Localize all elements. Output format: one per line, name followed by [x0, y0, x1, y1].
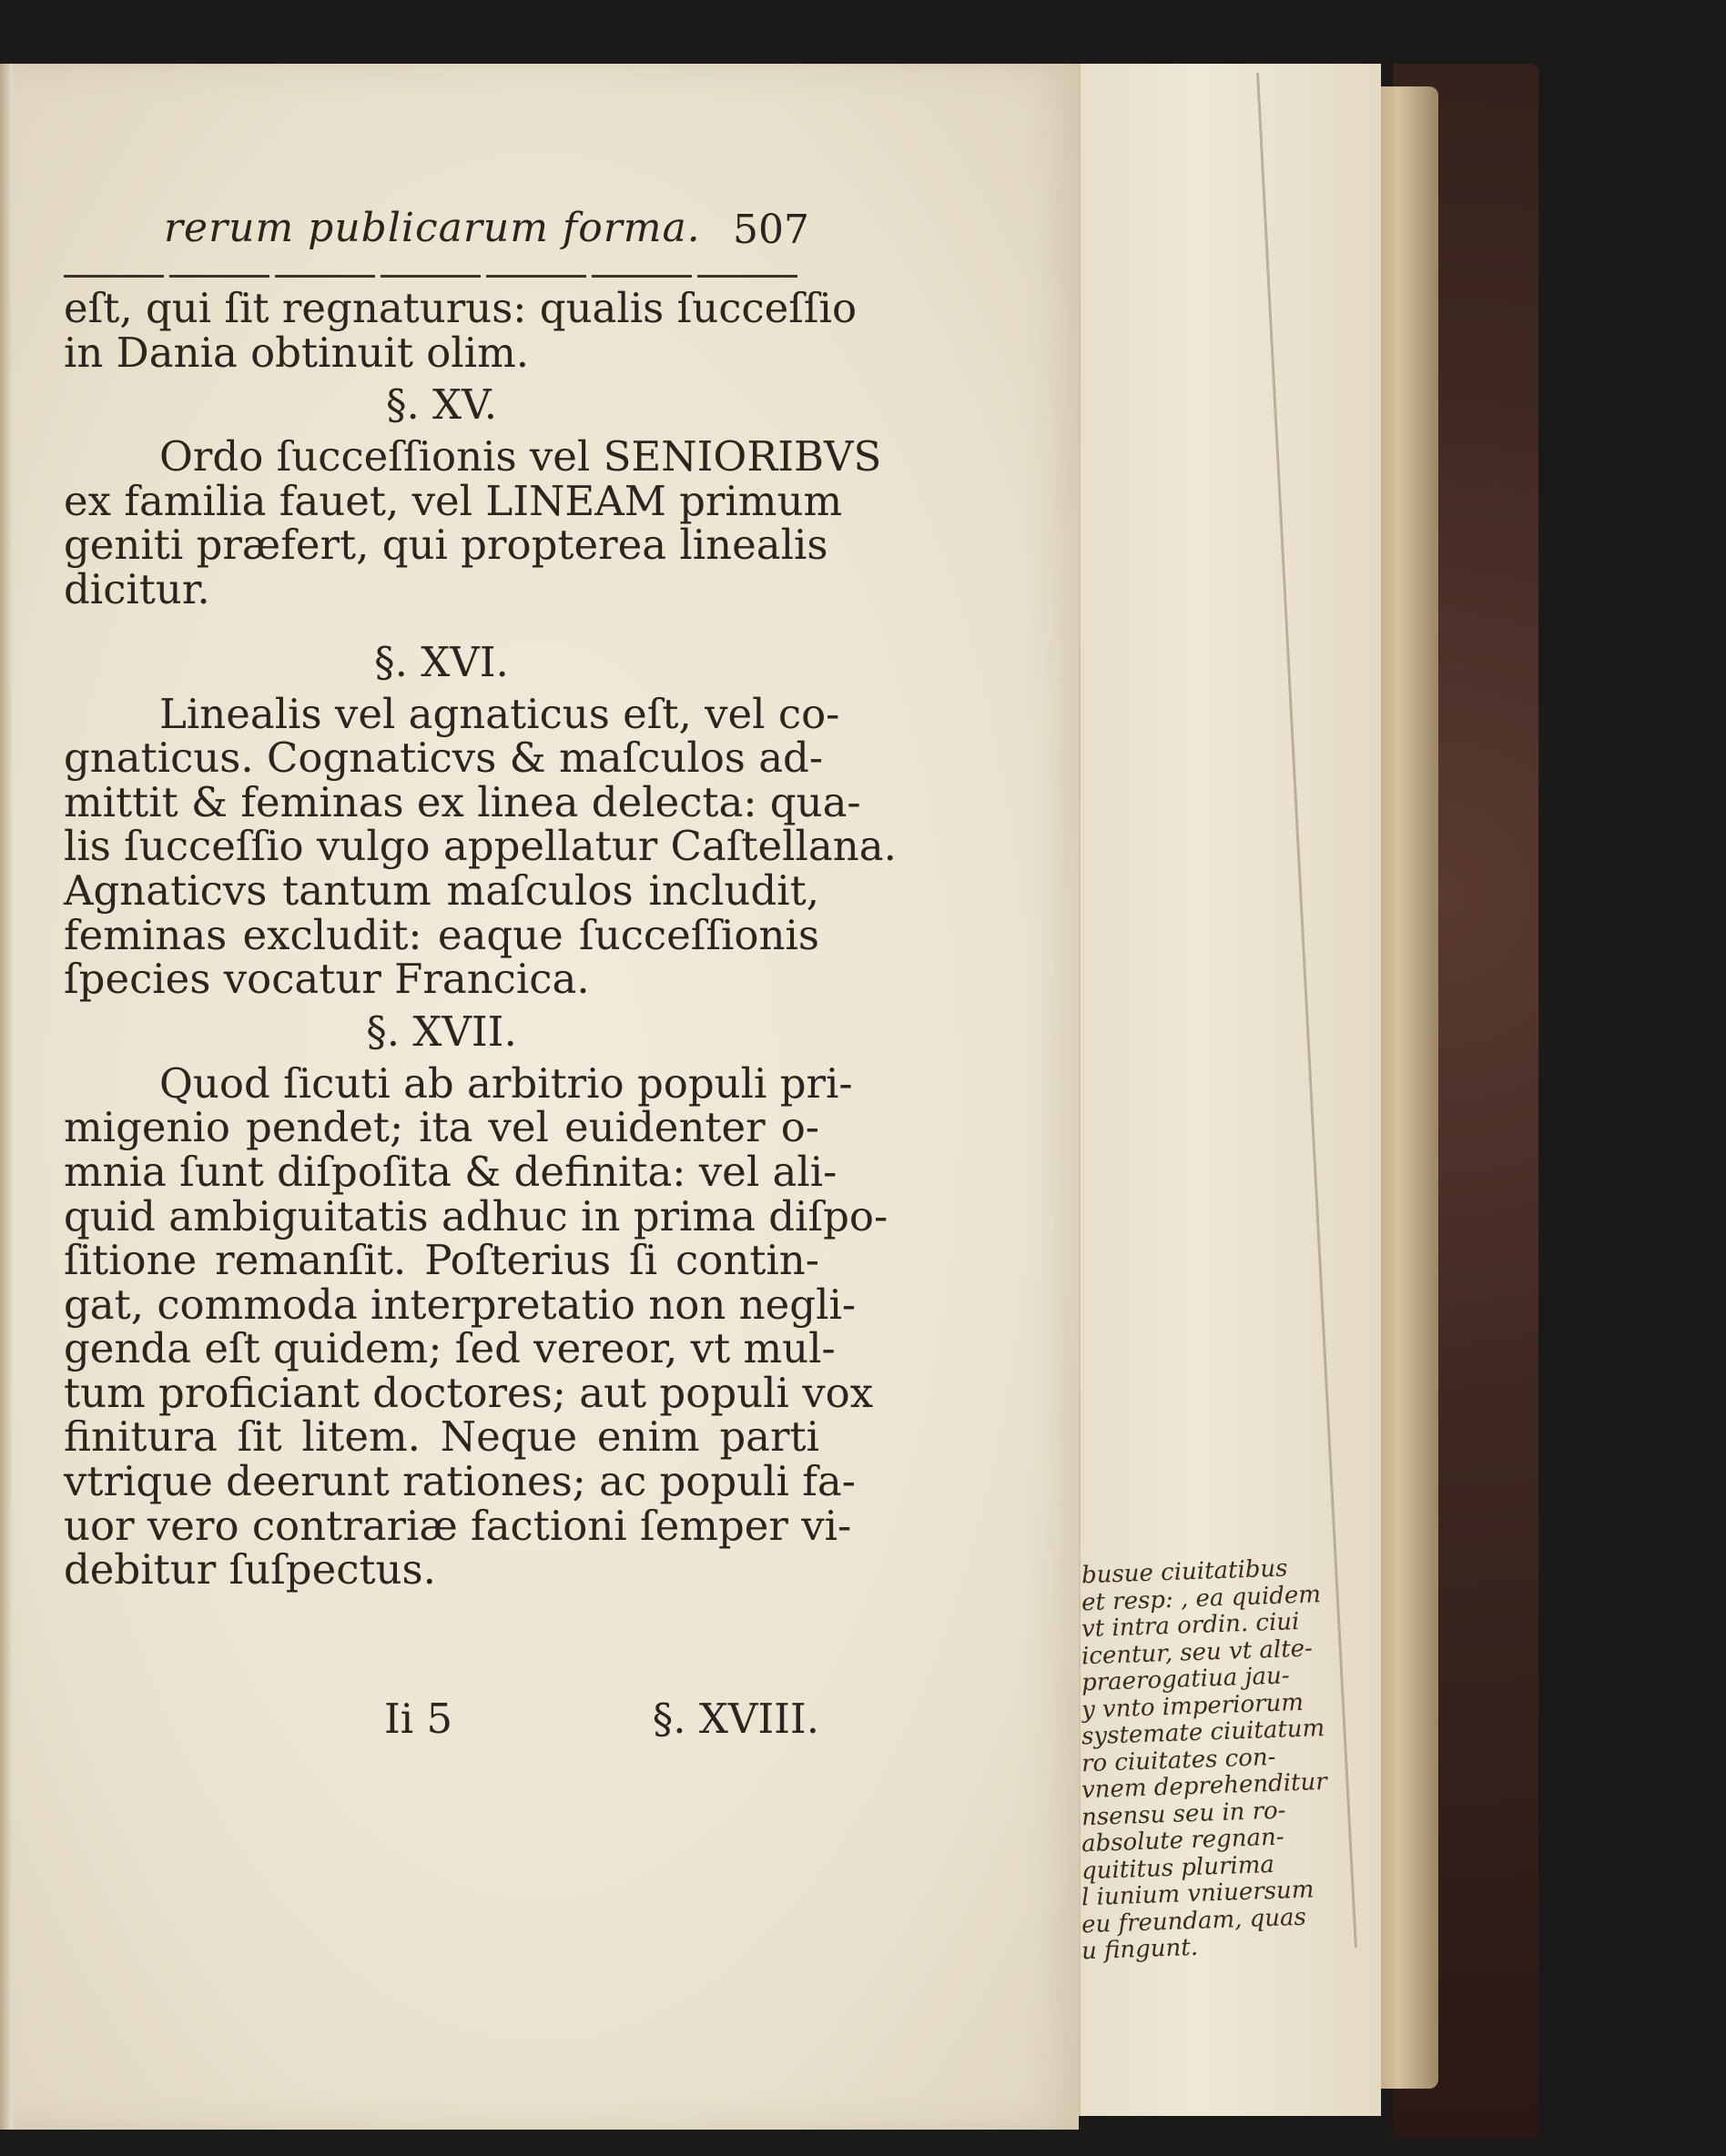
text-line: gat, commoda interpretatio non negli- — [64, 1280, 857, 1329]
text-line: Ordo ſucceſſionis vel SENIORIBVS — [159, 432, 882, 481]
annotation-line: vnem deprehenditur — [1081, 1767, 1328, 1805]
annotation-line: l iunium vniuersum — [1081, 1876, 1315, 1912]
text-line: eſt, qui ſit regnaturus: qualis ſucceſſio — [64, 284, 858, 332]
annotation-line: nsensu seu in ro- — [1081, 1796, 1286, 1831]
annotation-line: et resp: , ea quidem — [1081, 1580, 1322, 1616]
left-page-edge — [0, 64, 13, 2130]
annotation-line: busue ciuitatibus — [1081, 1554, 1288, 1590]
annotation-line: quititus plurima — [1081, 1850, 1275, 1885]
text-line: geniti præfert, qui propterea linealis — [64, 521, 828, 570]
text-line: mittit & feminas ex linea delecta: qua- — [64, 777, 861, 826]
text-line: dicitur. — [64, 564, 210, 613]
section-heading: §. XVI. — [374, 637, 509, 686]
section-heading: §. XVII. — [366, 1007, 517, 1056]
page-number: 507 — [733, 207, 809, 253]
page-header — [64, 205, 810, 268]
annotation-line: absolute regnan- — [1081, 1823, 1285, 1858]
annotation-line: y vnto imperiorum — [1081, 1688, 1305, 1724]
text-line: ſpecies vocatur Francica. — [64, 955, 590, 1004]
text-line: migenio pendet; ita vel euidenter o- — [64, 1103, 819, 1152]
annotation-line: vt intra ordin. ciui — [1081, 1607, 1300, 1644]
text-line: debitur ſuſpectus. — [64, 1545, 436, 1594]
annotation-line: ro ciuitates con- — [1081, 1743, 1276, 1777]
text-line: feminas excludit: eaque ſucceſſionis — [64, 910, 819, 959]
text-line: genda eſt quidem; ſed vereor, vt mul- — [64, 1324, 836, 1373]
annotation-line: systemate ciuitatum — [1081, 1715, 1325, 1751]
text-line: lis ſucceſſio vulgo appellatur Caſtellana. — [64, 822, 897, 871]
text-line: gnaticus. Cognaticvs & maſculos ad- — [64, 734, 824, 783]
annotation-line: u fingunt. — [1081, 1933, 1199, 1966]
header-rule — [64, 275, 801, 278]
signature-mark: Ii 5 — [384, 1695, 453, 1743]
annotation-line: praerogatiua jau- — [1081, 1662, 1291, 1697]
page-footer — [64, 1695, 819, 1749]
handwritten-annotation — [1081, 1554, 1359, 1966]
text-line: Linealis vel agnaticus eſt, vel co- — [159, 689, 840, 738]
body-text — [64, 284, 897, 1594]
text-line: finitura ſit litem. Neque enim parti — [64, 1412, 819, 1462]
annotation-line: icentur, seu vt alte- — [1081, 1634, 1314, 1670]
text-line: ex familia fauet, vel LINEAM primum — [64, 476, 843, 525]
annotation-line: eu freundam, quas — [1081, 1903, 1307, 1938]
text-line: tum proficiant doctores; aut populi vox — [64, 1368, 874, 1417]
section-heading: §. XV. — [385, 380, 498, 430]
text-line: Agnaticvs tantum maſculos includit, — [64, 865, 819, 915]
text-line: in Dania obtinuit olim. — [64, 328, 530, 377]
text-line: ſitione remanſit. Poſterius ſi contin- — [64, 1236, 819, 1285]
text-line: Quod ſicuti ab arbitrio populi pri- — [159, 1058, 853, 1108]
text-line: mnia ſunt diſpoſita & definita: vel ali- — [64, 1147, 838, 1196]
text-line: vtrique deerunt rationes; ac populi fa- — [64, 1457, 856, 1506]
text-line: quid ambiguitatis adhuc in prima diſpo- — [64, 1191, 888, 1240]
catchword: §. XVIII. — [652, 1695, 819, 1743]
text-line: uor vero contrariæ factioni ſemper vi- — [64, 1501, 852, 1550]
running-title: rerum publicarum forma. — [164, 205, 701, 251]
